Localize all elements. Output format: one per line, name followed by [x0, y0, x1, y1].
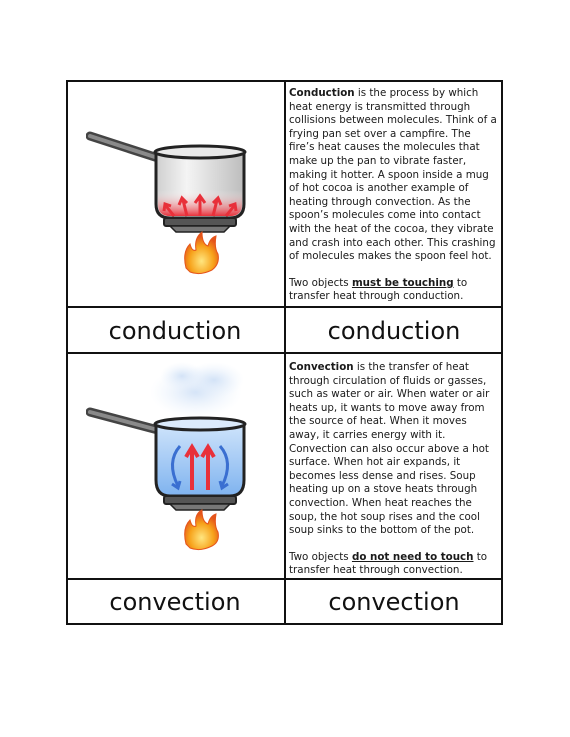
- convection-note-suffix: to transfer heat through convection.: [289, 550, 488, 577]
- convection-label-left: convection: [109, 588, 241, 616]
- convection-term: Convection: [289, 361, 354, 373]
- convection-description: [289, 361, 499, 591]
- grid-divider-2: [66, 352, 503, 354]
- conduction-note-suffix: to transfer heat through conduction.: [289, 276, 468, 303]
- conduction-body: is the process by which heat energy is transmitted through collisions between molecules. Think of a frying pan set over a campfire. The fire’s heat causes the molecules that make up the pan to vibrate faster, making it hotter. A spoon inside a mug of hot cocoa is another example of heating through convection. As the spoon’s molecules come into contact with the heat of the cocoa, they vibrate and crash into each other. This crashing of molecules makes the spoon feel hot.: [289, 87, 497, 263]
- convection-body: is the transfer of heat through circulation of fluids or gasses, such as water or air. When water or air heats up, it wants to move away from the source of heat. When it moves away, it carries energy with it. Convection can also occur above a hot surface. When hot air expands, it becomes less dense and rises. Soup heating up on a stove heats through convection. When heat reaches the soup, the hot soup rises and the cool soup sinks to the bottom of the pot.: [289, 361, 490, 537]
- flame-icon: [185, 510, 219, 550]
- convection-label-right: convection: [328, 588, 460, 616]
- conduction-description: [289, 87, 499, 317]
- steam-icon: [150, 362, 244, 418]
- conduction-note-emphasis: must be touching: [351, 276, 454, 289]
- conduction-note-prefix: Two objects: [289, 276, 352, 289]
- pot-on-burner-convection-icon: [86, 362, 266, 552]
- conduction-term: Conduction: [289, 87, 355, 99]
- conduction-label-right: conduction: [327, 317, 461, 345]
- pot-on-burner-conduction-icon: [86, 128, 266, 278]
- convection-note-prefix: Two objects: [289, 550, 352, 563]
- conduction-label-left: conduction: [108, 317, 242, 345]
- convection-note-emphasis: do not need to touch: [351, 550, 474, 563]
